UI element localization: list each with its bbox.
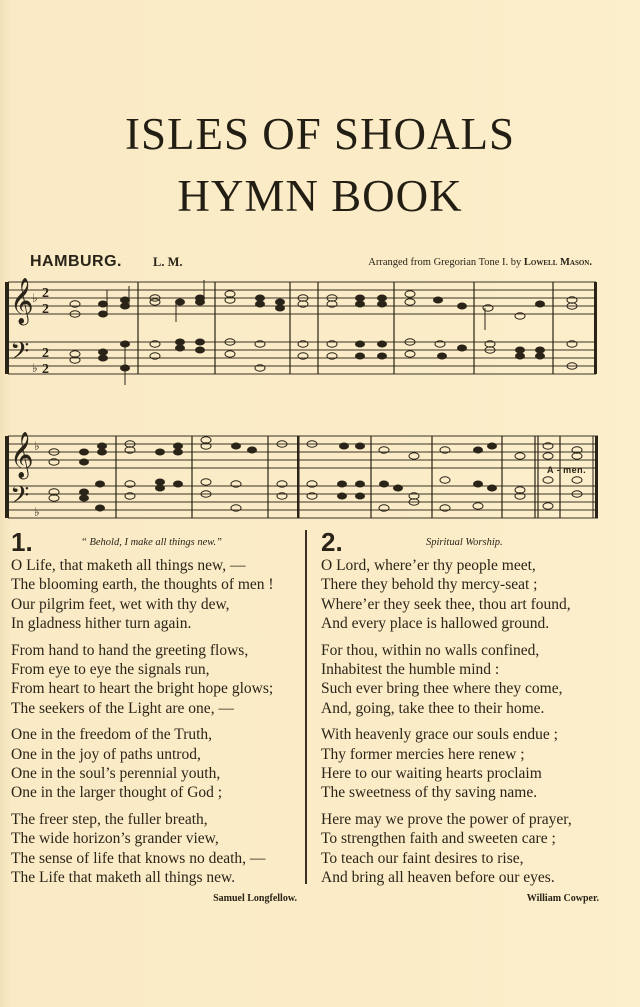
verse-line: Where’er they seek thee, thou art found, (321, 595, 571, 613)
verse-line: The blooming earth, the thoughts of men ! (11, 576, 274, 594)
hymn-2 (321, 527, 621, 904)
verse-line: Our pilgrim feet, wet with thy dew, (11, 595, 230, 613)
verse-line: With heavenly grace our souls endue ; (321, 726, 558, 744)
tune-credit (368, 257, 592, 268)
verse-line: From hand to hand the greeting flows, (11, 641, 249, 659)
stanza-2 (321, 641, 621, 719)
verse-line: And, going, take thee to their home. (321, 699, 545, 717)
svg-text:2: 2 (42, 286, 49, 301)
svg-text:2: 2 (42, 302, 49, 317)
verse-line: O Lord, where’er thy people meet, (321, 557, 536, 574)
stanza-4 (321, 810, 621, 888)
svg-text:𝄞: 𝄞 (10, 432, 34, 478)
svg-text:♭: ♭ (34, 439, 40, 453)
verse-line: One in the freedom of the Truth, (11, 726, 213, 744)
verse-line: One in the joy of paths untrod, (11, 745, 201, 763)
svg-text:2: 2 (42, 346, 49, 361)
verse-line: For thou, within no walls confined, (321, 641, 540, 659)
verse-line: The sense of life that knows no death, — (11, 849, 266, 867)
verse-line: There they behold thy mercy-seat ; (321, 576, 538, 594)
tune-name: HAMBURG. (30, 253, 122, 270)
hymn-1-header (11, 527, 303, 557)
verse-line: And bring all heaven before our eyes. (321, 869, 555, 887)
stanza-4 (11, 810, 303, 888)
credit-composer: Lowell Mason. (523, 257, 592, 268)
svg-text:♭: ♭ (34, 505, 40, 519)
verse-line: The sweetness of thy saving name. (321, 784, 538, 802)
verse-line: Here may we prove the power of prayer, (321, 810, 572, 828)
column-divider (305, 530, 307, 884)
verse-line: The freer step, the fuller breath, (11, 810, 208, 828)
stanza-3 (11, 725, 303, 803)
music-system-1 (0, 270, 640, 390)
book-title (0, 103, 640, 227)
svg-text:♭: ♭ (32, 291, 38, 305)
stanza-1 (11, 556, 303, 634)
svg-text:𝄞: 𝄞 (10, 278, 34, 324)
verse-line: Thy former mercies here renew ; (321, 745, 525, 763)
hymn-subtitle: Spiritual Worship. (426, 537, 503, 548)
verse-line: From eye to eye the signals run, (11, 661, 210, 679)
title-line-2: HYMN BOOK (177, 171, 463, 221)
hymn-subtitle: “ Behold, I make all things new.” (81, 537, 222, 548)
verse-line: The seekers of the Light are one, — (11, 699, 234, 717)
verse-line: One in the soul’s perennial youth, (11, 765, 221, 783)
verse-line: One in the larger thought of God ; (11, 784, 223, 802)
hymn-number: 1. (11, 527, 33, 557)
tune-meter: L. M. (153, 255, 183, 269)
verse-line: The Life that maketh all things new. (11, 869, 236, 887)
hymn-2-header (321, 527, 621, 557)
svg-text:𝄢: 𝄢 (10, 337, 30, 372)
stanza-2 (11, 641, 303, 719)
hymn-author: Samuel Longfellow. (213, 892, 297, 904)
hymn-1 (11, 527, 303, 904)
music-system-2 (0, 410, 640, 530)
svg-text:𝄢: 𝄢 (10, 481, 30, 516)
verse-line: The wide horizon’s grander view, (11, 830, 219, 848)
verse-line: To strengthen faith and sweeten care ; (321, 830, 556, 848)
svg-text:♭: ♭ (32, 361, 38, 375)
hymn-author: William Cowper. (526, 892, 599, 904)
verse-line: To teach our faint desires to rise, (321, 849, 524, 867)
verse-line: Inhabitest the humble mind : (321, 661, 500, 679)
credit-prefix: Arranged from Gregorian Tone I. by (368, 257, 522, 268)
stanza-1 (321, 556, 621, 634)
verse-line: In gladness hither turn again. (11, 615, 192, 633)
hymn-number: 2. (321, 527, 343, 557)
svg-text:2: 2 (42, 362, 49, 377)
verse-line: O Life, that maketh all things new, — (11, 557, 246, 574)
title-line-1: ISLES OF SHOALS (124, 109, 516, 159)
stanza-3 (321, 725, 621, 803)
verse-line: From heart to heart the bright hope glows; (11, 680, 274, 698)
verse-line: Here to our waiting hearts proclaim (321, 765, 542, 783)
verse-line: And every place is hallowed ground. (321, 615, 550, 633)
verse-line: Such ever bring thee where they come, (321, 680, 563, 698)
amen-label: A - men. (547, 465, 587, 475)
